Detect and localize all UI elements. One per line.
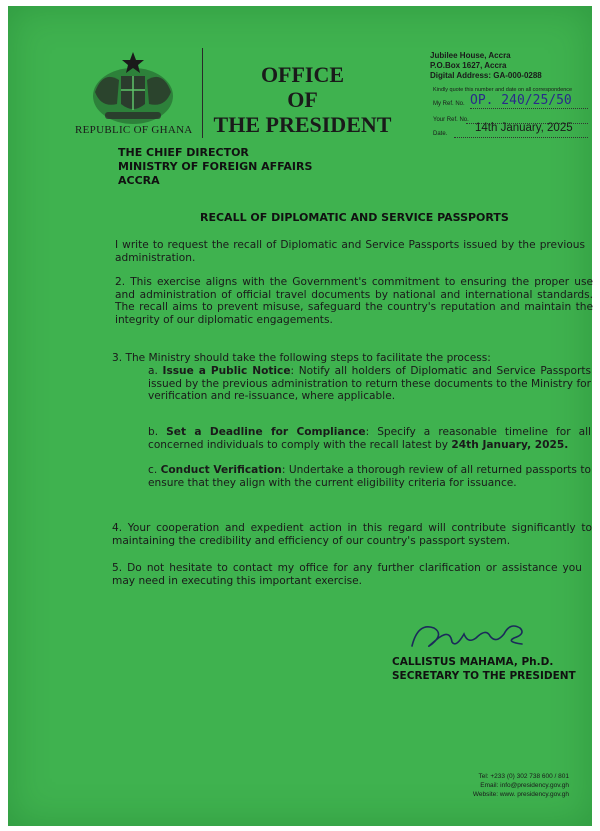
contact-footer [428, 772, 569, 799]
recipient-block [118, 146, 312, 188]
paragraph-2: 2. This exercise aligns with the Government's commitment to ensuring the proper use and administration of official travel documents by national and international standards. The recall aims to prevent misuse, safeguard the country's reputation and maintain the integrity of our diplomatic engagements. [115, 276, 593, 326]
republic-label: REPUBLIC OF GHANA [75, 124, 193, 136]
recipient-line: ACCRA [118, 174, 160, 187]
signatory-name: CALLISTUS MAHAMA, Ph.D. [392, 656, 554, 668]
footer-email: Email: info@presidency.gov.gh [480, 782, 569, 789]
address-line: Jubilee House, Accra [430, 51, 511, 60]
step-a-title: Issue a Public Notice [162, 365, 291, 377]
digital-address: Digital Address: GA-000-0288 [430, 71, 542, 80]
footer-website: Website: www. presidency.gov.gh [472, 791, 569, 798]
recipient-line: THE CHIEF DIRECTOR [118, 146, 249, 159]
step-a-prefix: a. [148, 365, 163, 377]
step-a-text: : Notify all holders of Diplomatic and Service Passports issued by the previous administration to return these documents to the Ministry for verification and re-issuance, where applicable. [148, 365, 592, 403]
step-c-title: Conduct Verification [160, 464, 282, 476]
step-b [148, 426, 591, 451]
address-block [430, 51, 542, 81]
office-title-line1: OFFICE [260, 62, 345, 87]
date-line [454, 137, 588, 138]
my-ref-value: OP. 240/25/50 [470, 93, 588, 109]
office-title [211, 62, 394, 137]
signatory-title: SECRETARY TO THE PRESIDENT [392, 670, 576, 682]
ghana-coat-of-arms-icon [83, 46, 183, 126]
quote-note: Kindly quote this number and date on all correspondence [433, 87, 573, 93]
date-label: Date. [433, 131, 448, 137]
letter-page [8, 6, 592, 826]
step-a [148, 365, 591, 403]
your-ref-label: Your Ref. No. [433, 117, 469, 123]
my-ref-label: My Ref. No. [433, 101, 465, 107]
step-c [148, 464, 591, 489]
paragraph-5: 5. Do not hesitate to contact my office for any further clarification or assistance you may need in executing this important exercise. [112, 562, 582, 587]
step-c-prefix: c. [148, 464, 161, 476]
signatory-block [392, 655, 576, 683]
step-b-text: : Specify a reasonable timeline for all concerned individuals to comply with the recall latest by [148, 426, 592, 451]
step-b-deadline: 24th January, 2025. [451, 438, 569, 451]
signature-icon [406, 614, 531, 654]
subject-heading: RECALL OF DIPLOMATIC AND SERVICE PASSPORTS [200, 211, 509, 224]
paragraph-1: I write to request the recall of Diplomatic and Service Passports issued by the previous administration. [115, 239, 585, 264]
date-value: 14th January, 2025 [475, 122, 573, 134]
step-b-prefix: b. [148, 426, 167, 438]
letterhead-divider [202, 48, 203, 138]
office-title-line3: THE PRESIDENT [213, 112, 392, 137]
paragraph-4: 4. Your cooperation and expedient action in this regard will contribute significantly to maintaining the credibility and efficiency of our country's passport system. [112, 522, 592, 547]
step-b-title: Set a Deadline for Compliance [166, 426, 366, 438]
address-line: P.O.Box 1627, Accra [430, 61, 507, 70]
recipient-line: MINISTRY OF FOREIGN AFFAIRS [118, 160, 313, 173]
office-title-line2: OF [287, 87, 318, 112]
step-c-text: : Undertake a thorough review of all returned passports to ensure that they align with the current eligibility criteria for issuance. [148, 464, 591, 489]
footer-tel: Tel: +233 (0) 302 738 600 / 801 [478, 773, 569, 780]
paragraph-3: 3. The Ministry should take the following steps to facilitate the process: [112, 352, 491, 364]
